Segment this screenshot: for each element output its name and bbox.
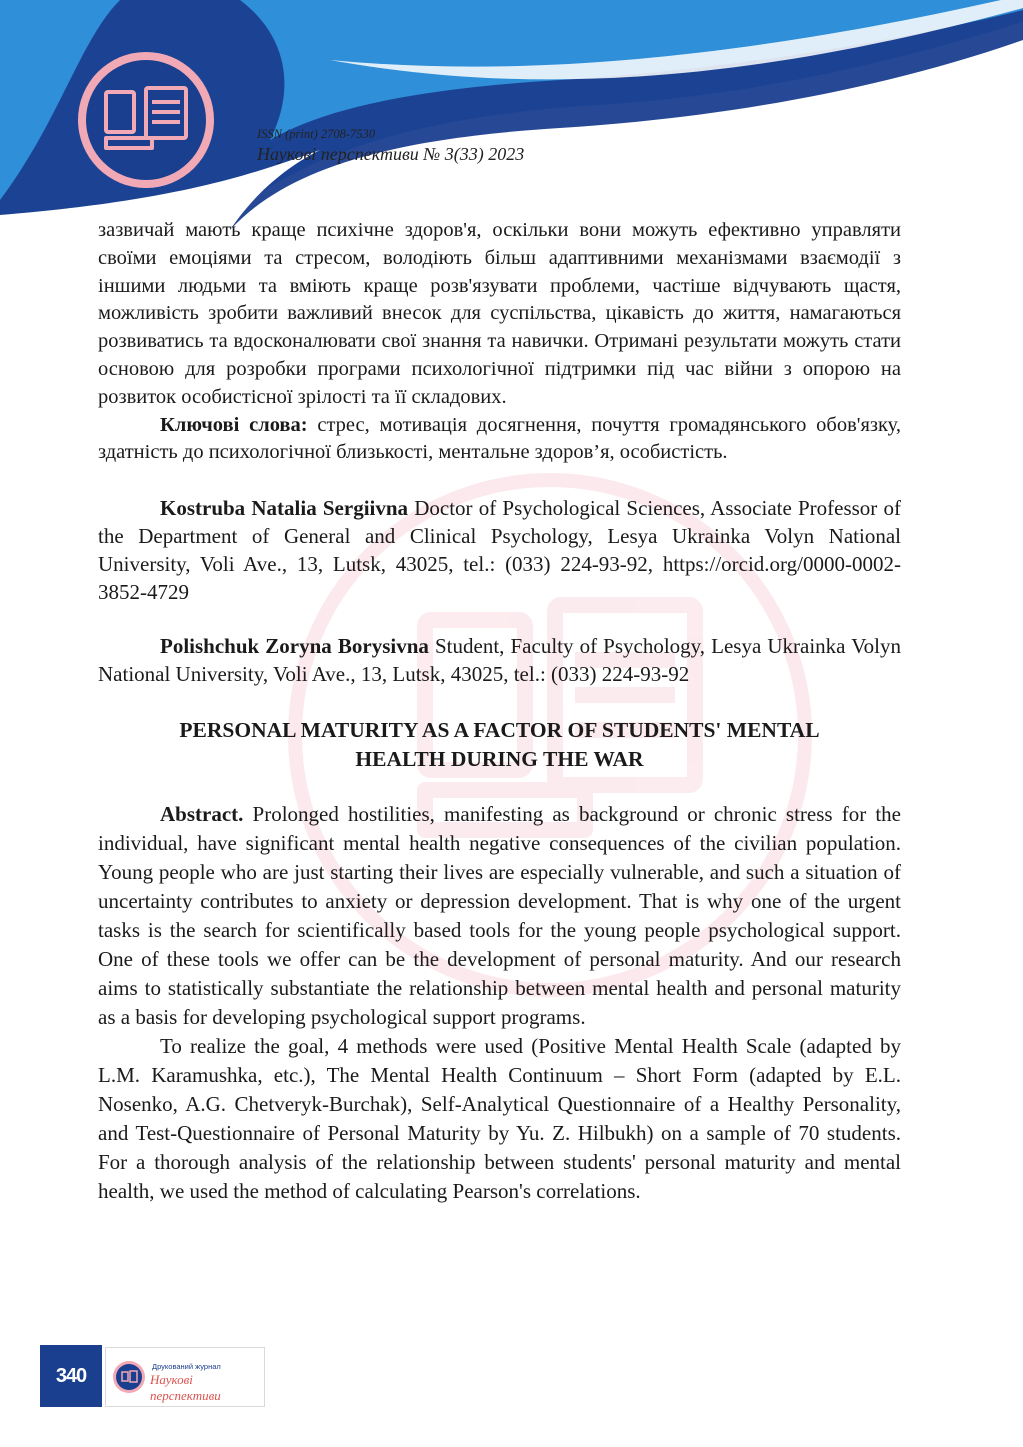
ua-abstract-tail: зазвичай мають краще психічне здоров'я, оскільки вони можуть ефективно управляти своїми емоціями та стресом, володіють більш адаптивними механізмами взаємодії з іншими людьми та вміють краще розв'язувати проблеми, частіше відчувають щастя, можливість зробити важливий внесок для суспільства, цікавість до життя, намагаються розвиватись та вдосконалювати свої знання та навички. Отримані результати можуть стати основою для розробки програми психологічної підтримки під час війни з опорою на розвиток особистісної зрілості та її складових. xyxy=(98,219,901,408)
badge-logo-icon xyxy=(112,1360,146,1394)
article-title: PERSONAL MATURITY AS A FACTOR OF STUDENTS' MENTAL HEALTH DURING THE WAR xyxy=(179,717,820,771)
journal-logo xyxy=(76,50,216,190)
author-entry xyxy=(98,633,901,689)
journal-issue: Наукові перспективи № 3(33) 2023 xyxy=(257,144,525,164)
page-content xyxy=(98,217,901,1206)
author-details: Student, Faculty of Psychology, Lesya Ukrainka Volyn National University, Voli Ave., 13, Lutsk, 43025, tel.: (033) 224-93-92 xyxy=(98,634,901,687)
abstract-text: Prolonged hostilities, manifesting as background or chronic stress for the individual, have significant mental health negative consequences of the civilian population. Young people who are just starting their lives are especially vulnerable, and such a situation of uncertainty contributes to anxiety or depression development. That is why one of the urgent tasks is the search for scientifically based tools for the young people psychological support. One of these tools we offer can be the development of personal maturity. And our research aims to statistically substantiate the relationship between mental health and personal maturity as a basis for developing psychological support programs. xyxy=(98,801,901,1029)
author-entry xyxy=(98,495,901,606)
ua-keywords-label: Ключові слова: xyxy=(160,413,308,436)
author-name: Kostruba Natalia Sergiivna xyxy=(160,496,409,521)
journal-badge xyxy=(105,1347,265,1407)
abstract-paragraph: To realize the goal, 4 methods were used (Positive Mental Health Scale (adapted by L.M. Karamushka, etc.), The Mental Health Continuum – Short Form (adapted by E.L. Nosenko, A.G. Chetveryk-Burchak), Self-Analytical Questionnaire of a Healthy Personality, and Test-Questionnaire of Personal Maturity by Yu. Z. Hilbukh) on a sample of 70 students. For a thorough analysis of the relationship between students' personal maturity and mental health, we used the method of calculating Pearson's correlations. xyxy=(98,1033,901,1203)
badge-caption: Друкований журнал xyxy=(152,1362,221,1371)
ua-keywords-text: стрес, мотивація досягнення, почуття громадянського обов'язку, здатність до психологічної близькості, ментальне здоров’я, особистість. xyxy=(98,413,902,464)
page-number: 340 xyxy=(40,1345,102,1407)
ua-keywords xyxy=(98,412,901,468)
abstract-label: Abstract. xyxy=(160,801,244,826)
issn-line: ISSN (print) 2708-7530 xyxy=(257,127,376,141)
author-name: Polishchuk Zoryna Borysivna xyxy=(160,634,429,659)
author-details: Doctor of Psychological Sciences, Associate Professor of the Department of General and Clinical Psychology, Lesya Ukrainka Volyn National University, Voli Ave., 13, Lutsk, 43025, tel.: (033) 224-93-92, https://orcid.org/0000-0002-3852-4729 xyxy=(98,496,901,604)
abstract-paragraph xyxy=(98,800,901,1032)
badge-journal-name: Наукові перспективи xyxy=(150,1372,221,1403)
